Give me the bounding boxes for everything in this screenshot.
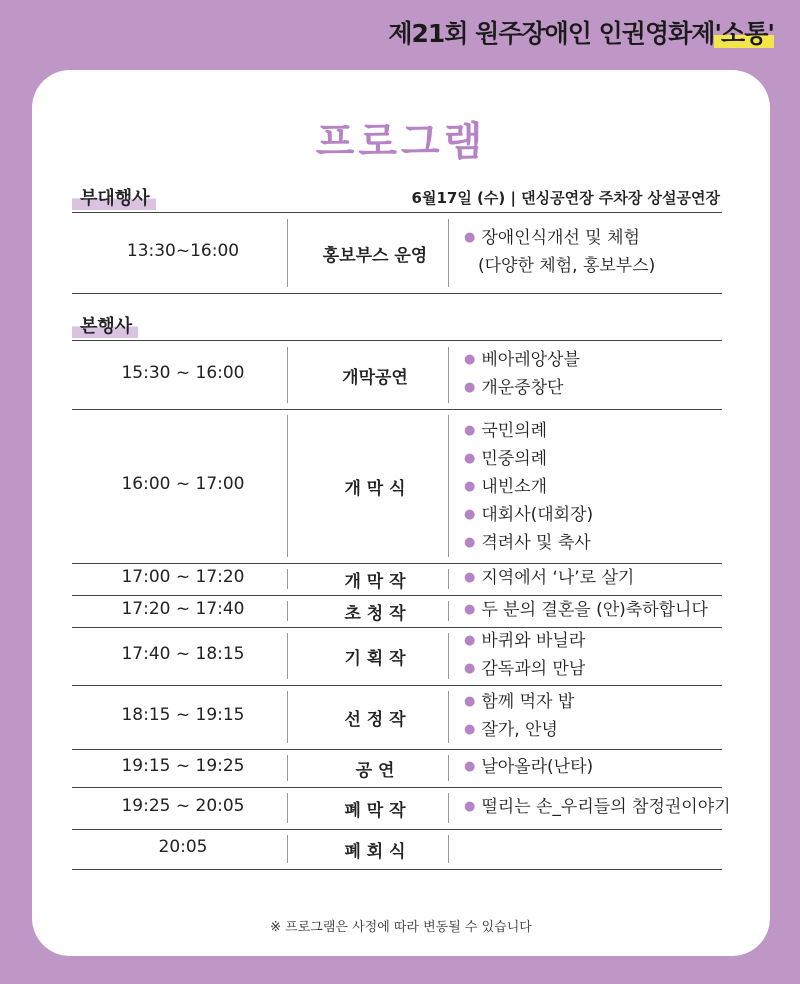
- banner-prefix: 제21회 원주장애인 인권영화제: [388, 19, 715, 48]
- banner-highlight: '소통': [714, 19, 774, 48]
- column-separator: [448, 601, 449, 621]
- row-event: 폐 회 식: [344, 842, 406, 862]
- program-item: [464, 717, 734, 745]
- row-items: [464, 347, 734, 403]
- program-item-text: 국민의례: [481, 420, 548, 441]
- program-item-text: 함께 먹자 밥: [481, 692, 575, 712]
- program-item: [464, 474, 734, 502]
- schedule-row: [72, 563, 722, 595]
- row-time: 17:20 ~ 17:40: [121, 599, 245, 619]
- side-event-label: 부대행사: [72, 184, 156, 210]
- program-item-text: 두 분의 결혼을 (안)축하합니다: [481, 599, 708, 620]
- row-event: 홍보부스 운영: [322, 246, 428, 266]
- column-separator: [448, 835, 449, 863]
- program-item: [464, 628, 734, 656]
- program-card: [32, 70, 770, 956]
- row-items: [464, 689, 734, 745]
- row-items: [464, 628, 734, 684]
- row-event: 공 연: [355, 761, 395, 781]
- program-item-text: 민중의례: [481, 448, 548, 469]
- program-item-text: 내빈소개: [481, 476, 548, 497]
- schedule-row: [72, 213, 722, 293]
- column-separator: [448, 793, 449, 823]
- program-item: [464, 446, 734, 474]
- row-time: 16:00 ~ 17:00: [121, 474, 245, 494]
- bullet-icon: ●: [464, 722, 476, 737]
- program-item: [464, 418, 734, 446]
- schedule-row: [72, 685, 722, 749]
- page-title: 프로그램: [315, 119, 487, 165]
- program-item-text: 개운중창단: [481, 378, 564, 398]
- row-divider: [72, 293, 722, 294]
- row-time: 18:15 ~ 19:15: [121, 705, 245, 725]
- program-item: [464, 689, 734, 717]
- bullet-icon: ●: [464, 352, 476, 367]
- bullet-icon: ●: [464, 661, 476, 676]
- program-item-extra: (다양한 체험, 홍보부스): [478, 256, 656, 276]
- schedule-row: [72, 787, 731, 829]
- row-items: [464, 754, 734, 782]
- bullet-icon: ●: [464, 230, 476, 245]
- row-time: 15:30 ~ 16:00: [121, 363, 245, 383]
- column-separator: [448, 219, 449, 287]
- program-item: [464, 530, 734, 558]
- column-separator: [448, 569, 449, 589]
- column-separator: [448, 415, 449, 557]
- row-items: [464, 794, 734, 822]
- main-event-label: 본행사: [72, 312, 138, 338]
- bullet-icon: ●: [464, 422, 476, 438]
- row-event: 개 막 식: [344, 479, 406, 499]
- row-event: 폐 막 작: [344, 801, 406, 821]
- schedule-row: [72, 409, 722, 563]
- row-divider: [72, 869, 722, 870]
- program-item: [464, 565, 734, 593]
- side-event-info: 6월17일 (수) | 댄싱공연장 주차장 상설공연장: [411, 189, 720, 207]
- row-time: 19:15 ~ 19:25: [121, 756, 245, 776]
- row-time: 17:00 ~ 17:20: [121, 567, 245, 587]
- program-item: [464, 375, 734, 403]
- program-item-text: 날아올라(난타): [481, 756, 594, 777]
- row-items: [464, 225, 734, 280]
- bullet-icon: ●: [464, 534, 476, 550]
- program-item-text: 지역에서 ‘나’로 살기: [481, 567, 635, 588]
- program-item-text: 떨리는 손_우리들의 참정권이야기: [481, 796, 731, 817]
- column-separator: [287, 219, 288, 287]
- program-item-text: 감독과의 만남: [481, 659, 586, 679]
- row-event: 기 획 작: [344, 649, 406, 669]
- program-item-text: 격려사 및 축사: [481, 532, 591, 553]
- column-separator: [448, 755, 449, 781]
- program-item-text: 베아레앙상블: [481, 350, 580, 370]
- column-separator: [287, 755, 288, 781]
- column-separator: [448, 633, 449, 679]
- bullet-icon: ●: [464, 798, 476, 814]
- row-time: 17:40 ~ 18:15: [121, 644, 245, 664]
- column-separator: [287, 601, 288, 621]
- row-event: 선 정 작: [344, 710, 406, 730]
- column-separator: [287, 347, 288, 403]
- column-separator: [287, 415, 288, 557]
- program-item-text: 잘가, 안녕: [481, 720, 558, 740]
- program-item: [464, 794, 734, 822]
- festival-banner: [388, 14, 774, 50]
- bullet-icon: ●: [464, 506, 476, 522]
- column-separator: [287, 633, 288, 679]
- bullet-icon: ●: [464, 694, 476, 709]
- program-item: [464, 597, 734, 625]
- footnote: ※ 프로그램은 사정에 따라 변동될 수 있습니다: [270, 920, 532, 935]
- row-event: 개막공연: [342, 368, 408, 388]
- program-item: [464, 347, 734, 375]
- bullet-icon: ●: [464, 478, 476, 494]
- column-separator: [287, 569, 288, 589]
- schedule-row: [72, 749, 722, 787]
- schedule-row: [72, 341, 722, 409]
- column-separator: [287, 691, 288, 743]
- bullet-icon: ●: [464, 758, 476, 774]
- row-time: 19:25 ~ 20:05: [121, 796, 245, 816]
- column-separator: [287, 835, 288, 863]
- program-item: [464, 502, 734, 530]
- column-separator: [448, 691, 449, 743]
- bullet-icon: ●: [464, 569, 476, 585]
- bullet-icon: ●: [464, 380, 476, 395]
- program-item: [464, 656, 734, 684]
- row-time: 20:05: [158, 837, 208, 857]
- row-event: 초 청 작: [344, 604, 406, 624]
- program-item: [464, 754, 734, 782]
- program-item-text: 대회사(대회장): [481, 504, 594, 525]
- bullet-icon: ●: [464, 450, 476, 466]
- row-items: [464, 565, 734, 593]
- schedule-row: [72, 595, 722, 627]
- schedule-row: [72, 627, 722, 685]
- bullet-icon: ●: [464, 633, 476, 648]
- column-separator: [448, 347, 449, 403]
- row-time: 13:30~16:00: [126, 241, 240, 261]
- row-event: 개 막 작: [344, 572, 406, 592]
- schedule-row: [72, 829, 722, 869]
- column-separator: [287, 793, 288, 823]
- program-item-text: 바퀴와 바닐라: [481, 631, 586, 651]
- program-item: [464, 225, 734, 253]
- program-item-text: 장애인식개선 및 체험: [481, 228, 640, 248]
- row-items: [464, 597, 734, 625]
- bullet-icon: ●: [464, 601, 476, 617]
- row-items: [464, 418, 734, 558]
